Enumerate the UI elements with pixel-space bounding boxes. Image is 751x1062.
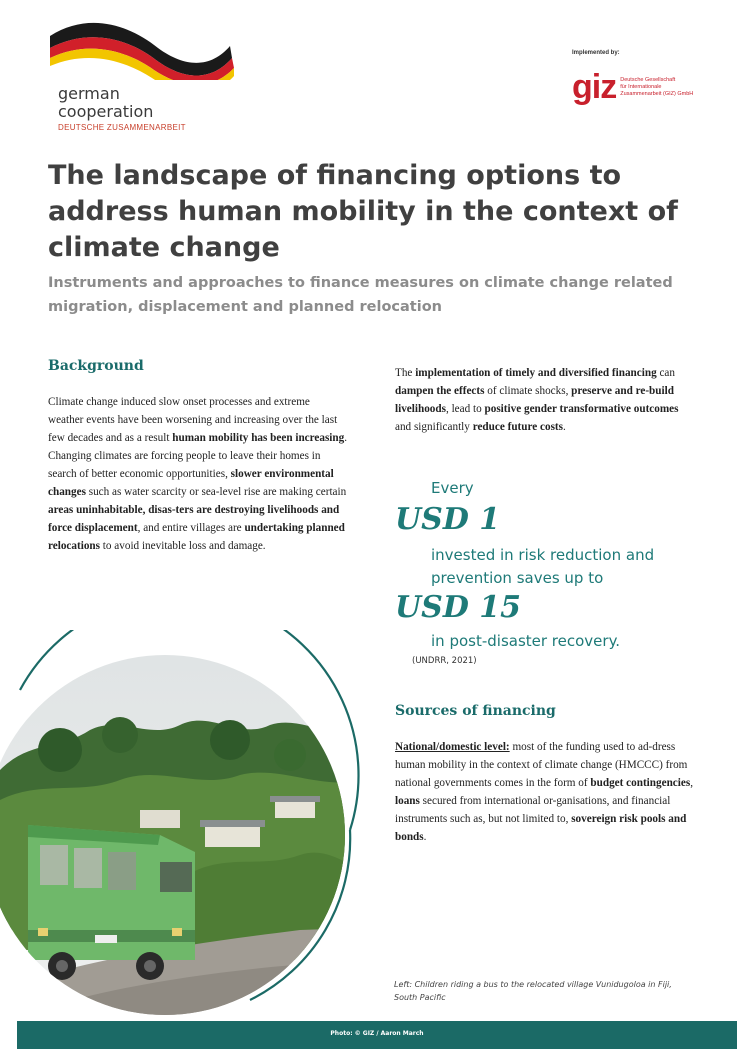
logo-line-deutsche: DEUTSCHE ZUSAMMENARBEIT (58, 123, 186, 132)
giz-name-line: für Internationale (620, 83, 662, 90)
german-flag-ribbon-icon (48, 18, 238, 80)
giz-name-line: Zusammenarbeit (GIZ) GmbH (620, 90, 694, 97)
page-title: The landscape of financing options to address human mobility in the context of climate change (48, 160, 678, 263)
sources-heading: Sources of financing (395, 703, 556, 719)
stat-every: Every (431, 479, 474, 497)
sources-paragraph: National/domestic level: most of the funding used to ad-dress human mobility in the context of climate change (HMCCC) from national governments comes in the form of budget contingencies, loans secured from international or-ganisations, and financial instruments such as, but not limited to, sovereign risk pools and bonds. (395, 741, 693, 843)
implementation-paragraph: The implementation of timely and diversified financing can dampen the effects of climate shocks, preserve and re-build livelihoods, lead to positive gender transformative outcomes and significantly reduce future costs. (395, 367, 679, 433)
background-heading: Background (48, 358, 144, 374)
stat-source: (UNDRR, 2021) (412, 656, 477, 666)
stat-usd-1: USD 1 (395, 502, 501, 537)
bus-photo (0, 630, 360, 1022)
german-cooperation-logo (48, 18, 238, 132)
giz-name-line: Deutsche Gesellschaft (620, 76, 676, 83)
bus-icon (28, 825, 195, 980)
photo-caption: Left: Children riding a bus to the relocated village Vunidugoloa in Fiji, South Pacific (394, 980, 672, 1002)
stat-post-disaster: in post-disaster recovery. (431, 632, 621, 650)
stat-invested: invested in risk reduction and prevention saves up to (431, 546, 655, 587)
page-subtitle: Instruments and approaches to finance measures on climate change related migration, displacement and planned relocation (48, 275, 673, 315)
giz-full-name (620, 77, 693, 98)
stat-usd-15: USD 15 (395, 590, 522, 625)
implemented-by-label: Implemented by: (572, 50, 620, 56)
logo-line-cooperation: cooperation (58, 102, 154, 121)
logo-line-german: german (58, 84, 120, 103)
photo-credit: Photo: © GIZ / Aaron March (330, 1030, 424, 1037)
giz-mark: giz (572, 68, 617, 106)
background-paragraph: Climate change induced slow onset processes and extreme weather events have been worsening and increasing over the last few decades and as a result human mobility has been increasing. Changing climates are forcing people to leave their homes in search of better economic opportunities, slower environmental changes such as water scarcity or sea-level rise are making certain areas uninhabitable, disas-ters are destroying livelihoods and force displacement, and entire villages are undertaking planned relocations to avoid inevitable loss and damage. (48, 396, 348, 552)
footer-bar (17, 1021, 737, 1049)
giz-logo (572, 50, 722, 110)
